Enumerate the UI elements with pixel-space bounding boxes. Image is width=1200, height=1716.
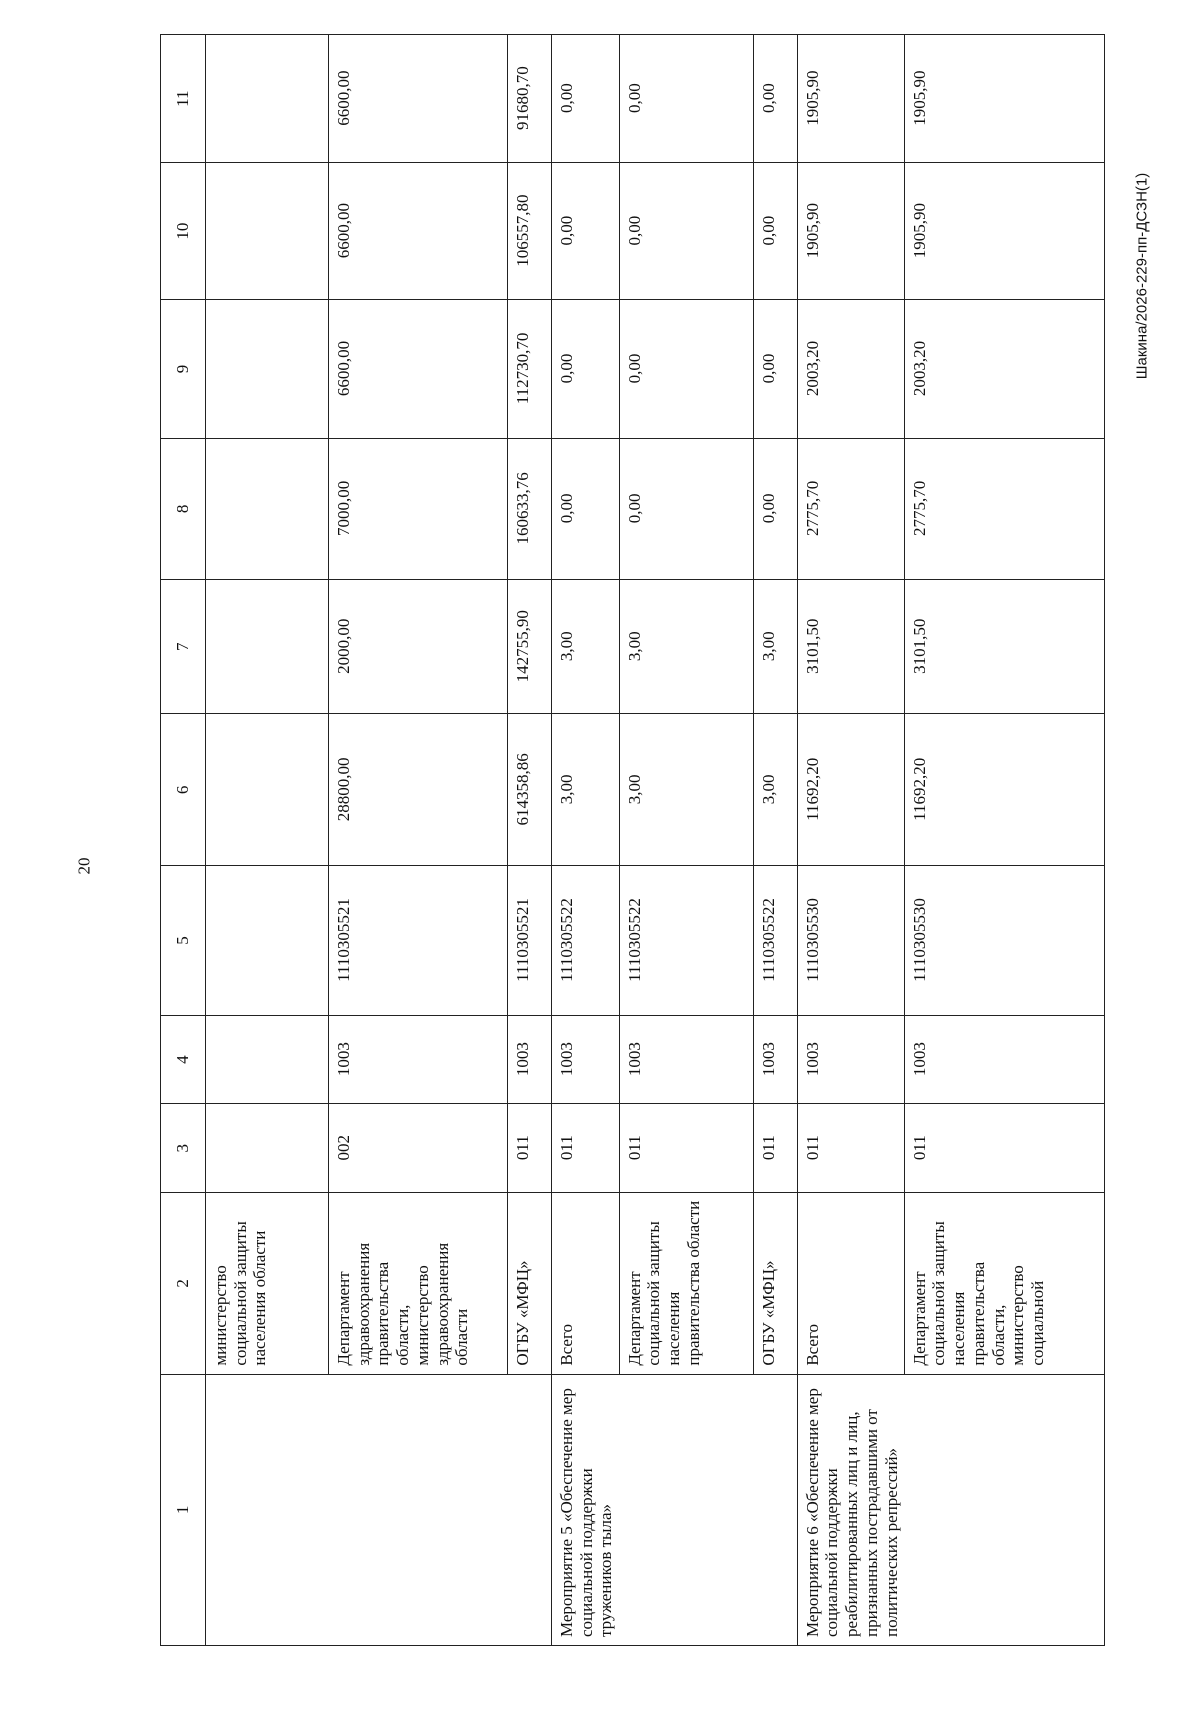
executor-cell: ОГБУ «МФЦ» [753, 1193, 797, 1375]
measure-cell [329, 1374, 508, 1645]
value-cell: 0,00 [552, 35, 620, 163]
executor-cell: Всего [552, 1193, 620, 1375]
target-code-cell: 1110305522 [753, 866, 797, 1016]
document-code: Шакина/2026-229-пп-ДСЗН(1) [1133, 172, 1151, 380]
header-cell: 3 [161, 1104, 206, 1193]
value-cell: 3101,50 [904, 579, 1104, 714]
section-cell: 1003 [552, 1015, 620, 1104]
value-cell: 0,00 [619, 163, 753, 300]
value-cell: 106557,80 [508, 163, 552, 300]
value-cell: 7000,00 [329, 438, 508, 579]
value-cell: 3,00 [619, 579, 753, 714]
table-row [904, 35, 1104, 1646]
rotated-table-container [160, 34, 1065, 1646]
target-code-cell: 1110305522 [619, 866, 753, 1016]
value-cell: 2003,20 [797, 300, 904, 439]
funding-table [160, 34, 1105, 1646]
value-cell: 11692,20 [797, 714, 904, 866]
section-cell: 1003 [329, 1015, 508, 1104]
section-cell [206, 1015, 329, 1104]
target-code-cell: 1110305521 [508, 866, 552, 1016]
page-number: 20 [74, 857, 94, 875]
value-cell: 1905,90 [797, 35, 904, 163]
table-row [797, 35, 904, 1646]
header-cell: 5 [161, 866, 206, 1016]
target-code-cell: 1110305521 [329, 866, 508, 1016]
executor-cell: Департамент социальной защиты населения правительства области, министерство социальной [904, 1193, 1104, 1375]
value-cell: 1905,90 [797, 163, 904, 300]
table-row [508, 35, 552, 1646]
value-cell: 6600,00 [329, 163, 508, 300]
code-cell [206, 1104, 329, 1193]
measure-cell: Мероприятие 5 «Обеспечение мер социальной поддержки тружеников тыла» [552, 1374, 620, 1645]
target-code-cell: 1110305522 [552, 866, 620, 1016]
value-cell: 0,00 [753, 300, 797, 439]
value-cell [206, 714, 329, 866]
value-cell: 1905,90 [904, 35, 1104, 163]
table-row [329, 35, 508, 1646]
value-cell: 2003,20 [904, 300, 1104, 439]
value-cell: 2000,00 [329, 579, 508, 714]
header-cell: 4 [161, 1015, 206, 1104]
measure-cell [508, 1374, 552, 1645]
value-cell [206, 35, 329, 163]
section-cell: 1003 [619, 1015, 753, 1104]
executor-cell: Департамент социальной защиты населения правительства области [619, 1193, 753, 1375]
measure-cell: Мероприятие 6 «Обеспечение мер социальной поддержки реабилитированных лиц и лиц, признанных пострадавшими от политических репрессий» [797, 1374, 904, 1645]
table-row [552, 35, 620, 1646]
target-code-cell: 1110305530 [797, 866, 904, 1016]
table-row [206, 35, 329, 1646]
section-cell: 1003 [797, 1015, 904, 1104]
code-cell: 011 [619, 1104, 753, 1193]
header-cell: 8 [161, 438, 206, 579]
value-cell [206, 438, 329, 579]
value-cell [206, 163, 329, 300]
code-cell: 011 [753, 1104, 797, 1193]
value-cell: 3101,50 [797, 579, 904, 714]
header-cell: 9 [161, 300, 206, 439]
value-cell: 6600,00 [329, 35, 508, 163]
target-code-cell: 1110305530 [904, 866, 1104, 1016]
executor-cell: ОГБУ «МФЦ» [508, 1193, 552, 1375]
value-cell: 0,00 [619, 300, 753, 439]
code-cell: 011 [552, 1104, 620, 1193]
section-cell: 1003 [508, 1015, 552, 1104]
code-cell: 011 [508, 1104, 552, 1193]
value-cell: 3,00 [753, 714, 797, 866]
table-row [619, 35, 753, 1646]
header-cell: 11 [161, 35, 206, 163]
section-cell: 1003 [904, 1015, 1104, 1104]
value-cell: 11692,20 [904, 714, 1104, 866]
value-cell: 142755,90 [508, 579, 552, 714]
value-cell: 2775,70 [904, 438, 1104, 579]
measure-cell [753, 1374, 797, 1645]
value-cell: 0,00 [619, 438, 753, 579]
executor-cell: министерство социальной защиты населения области [206, 1193, 329, 1375]
code-cell: 011 [904, 1104, 1104, 1193]
header-cell: 10 [161, 163, 206, 300]
value-cell: 6600,00 [329, 300, 508, 439]
header-cell: 2 [161, 1193, 206, 1375]
measure-cell [206, 1374, 329, 1645]
value-cell: 0,00 [552, 300, 620, 439]
header-row [161, 35, 206, 1646]
table-row [753, 35, 797, 1646]
measure-cell [619, 1374, 753, 1645]
code-cell: 002 [329, 1104, 508, 1193]
value-cell: 0,00 [552, 163, 620, 300]
value-cell: 3,00 [619, 714, 753, 866]
target-code-cell [206, 866, 329, 1016]
value-cell [206, 579, 329, 714]
value-cell: 0,00 [753, 35, 797, 163]
header-cell: 6 [161, 714, 206, 866]
value-cell: 160633,76 [508, 438, 552, 579]
header-cell: 7 [161, 579, 206, 714]
code-cell: 011 [797, 1104, 904, 1193]
value-cell: 0,00 [619, 35, 753, 163]
executor-cell: Департамент здравоохранения правительства области, министерство здравоохранения области [329, 1193, 508, 1375]
header-cell: 1 [161, 1374, 206, 1645]
value-cell: 3,00 [552, 579, 620, 714]
value-cell: 3,00 [552, 714, 620, 866]
value-cell: 0,00 [753, 438, 797, 579]
value-cell: 0,00 [552, 438, 620, 579]
executor-cell: Всего [797, 1193, 904, 1375]
value-cell: 91680,70 [508, 35, 552, 163]
value-cell: 3,00 [753, 579, 797, 714]
value-cell: 0,00 [753, 163, 797, 300]
section-cell: 1003 [753, 1015, 797, 1104]
value-cell: 112730,70 [508, 300, 552, 439]
value-cell [206, 300, 329, 439]
value-cell: 614358,86 [508, 714, 552, 866]
measure-cell [904, 1374, 1104, 1645]
value-cell: 28800,00 [329, 714, 508, 866]
value-cell: 1905,90 [904, 163, 1104, 300]
value-cell: 2775,70 [797, 438, 904, 579]
